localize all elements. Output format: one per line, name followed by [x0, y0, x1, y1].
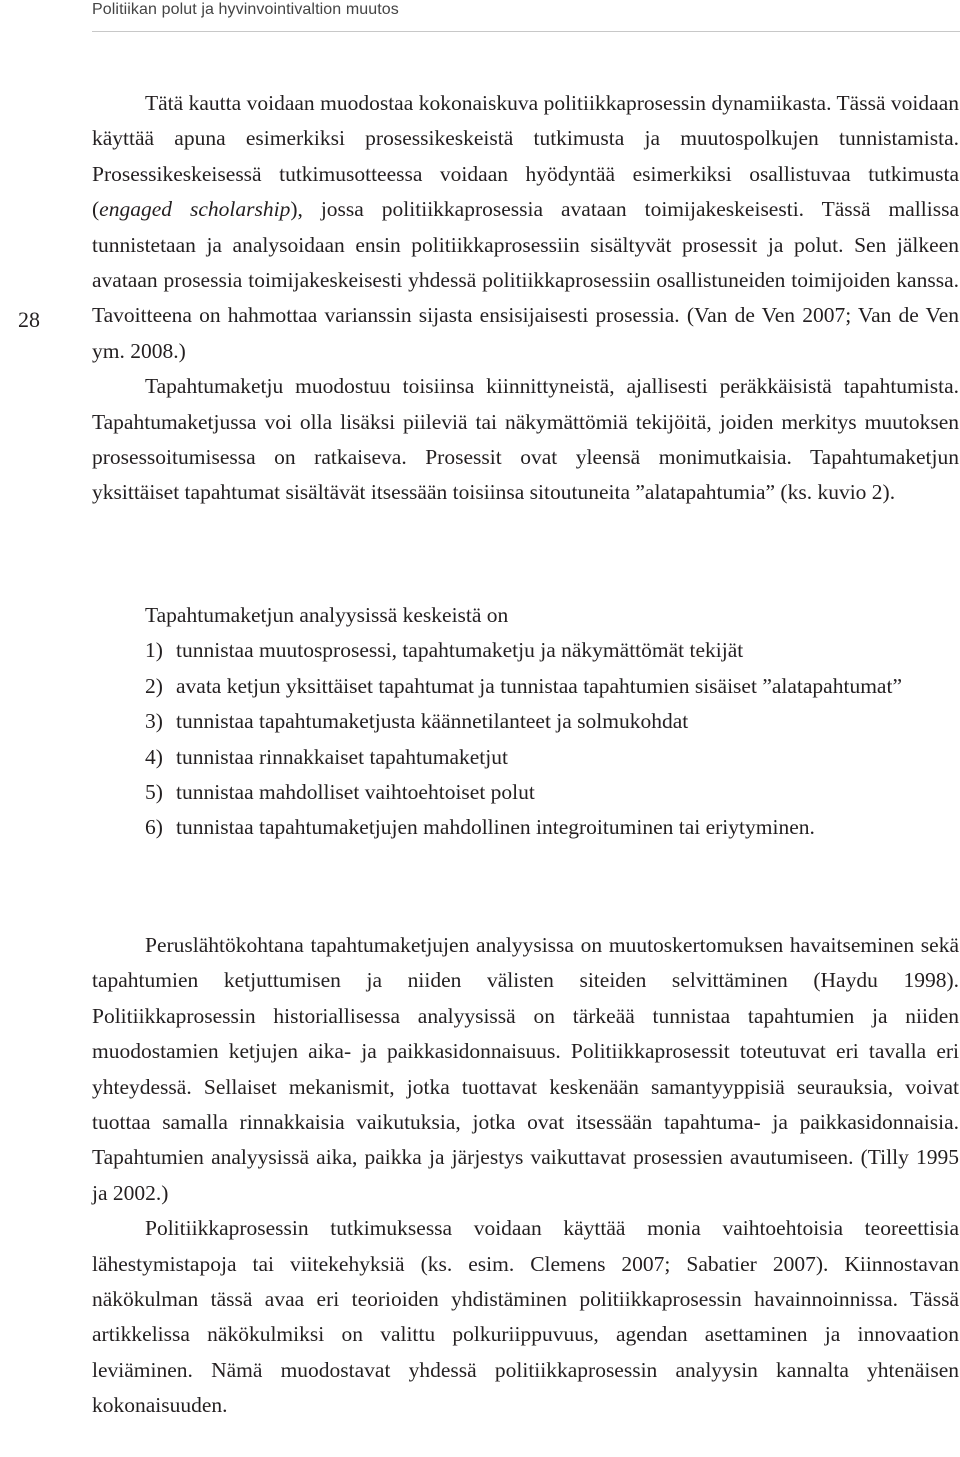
header-rule — [92, 31, 960, 32]
list-item — [92, 740, 959, 775]
list-item-number: 1) — [145, 638, 163, 663]
list-item — [92, 669, 959, 704]
list-item — [92, 775, 959, 810]
list-item-text: tunnistaa muutosprosessi, tapahtumaketju ja näkymättömät tekijät — [176, 638, 744, 663]
enumerated-list-section — [92, 598, 959, 846]
list-item-number: 2) — [145, 673, 163, 698]
list-item-text: avata ketjun yksittäiset tapahtumat ja tunnistaa tapahtumien sisäiset ”alatapahtumat” — [176, 673, 902, 698]
paragraph — [92, 86, 959, 369]
page-number: 28 — [18, 307, 40, 332]
list-intro: Tapahtumaketjun analyysissä keskeistä on — [145, 603, 509, 627]
running-header: Politiikan polut ja hyvinvointivaltion muutos — [92, 1, 399, 18]
paragraph: Politiikkaprosessin tutkimuksessa voidaan käyttää monia vaihtoehtoisia teoreettisia lähestymistapoja tai viitekehyksiä (ks. esim. Clemens 2007; Sabatier 2007). Kiinnostavan näkökulman tässä avaa eri teorioiden yhdistäminen politiikkaprosessin havainnoinnissa. Tässä artikkelissa näkökulmiksi on valittu polkuriippuvuus, agendan asettaminen ja innovaation leviäminen. Nämä muodostavat yhdessä politiikkaprosessin analyysin kannalta yhtenäisen kokonaisuuden. — [92, 1216, 959, 1418]
body-section-2 — [92, 928, 959, 1424]
paragraph: Tapahtumaketju muodostuu toisiinsa kiinnittyneistä, ajallisesti peräkkäisistä tapahtumista. Tapahtumaketjussa voi olla lisäksi piileviä tai näkymättömiä tekijöitä, joiden merkitys muutoksen prosessoitumisessa on ratkaiseva. Prosessit ovat yleensä monimutkaisia. Tapahtumaketjun yksittäiset tapahtumat sisältävät itsessään toisiinsa sitoutuneita ”alatapahtumia” (ks. kuvio 2). — [92, 374, 959, 505]
list-item-text: tunnistaa tapahtumaketjusta käännetilanteet ja solmukohdat — [176, 709, 689, 734]
list-item-number: 3) — [145, 709, 163, 734]
list-item-number: 6) — [145, 815, 163, 840]
paragraph: Peruslähtökohtana tapahtumaketjujen analyysissa on muutoskertomuksen havaitseminen sekä tapahtumien ketjuttumisen ja niiden välisten siteiden selvittäminen (Haydu 1998). Politiikkaprosessin historiallisessa analyysissä on tärkeää tunnistaa tapahtumien ja niiden muodostamien ketjujen aika- ja paikkasidonnaisuus. Politiikkaprosessit toteutuvat eri tavalla eri yhteydessä. Sellaiset mekanismit, jotka tuottavat keskenään samantyyppisiä seurauksia, voivat tuottaa samalla rinnakkaisia vaikutuksia, jotka ovat itsessään tapahtuma- ja paikkasidonnaisia. Tapahtumien analyysissä aika, paikka ja järjestys vaikuttavat prosessien avautumiseen. (Tilly 1995 ja 2002.) — [92, 933, 959, 1205]
list-item-number: 5) — [145, 780, 163, 805]
list-item — [92, 633, 959, 668]
list-item-text: tunnistaa mahdolliset vaihtoehtoiset polut — [176, 780, 535, 805]
body-section-1 — [92, 86, 959, 511]
list-item — [92, 810, 959, 845]
list-item — [92, 704, 959, 739]
enumerated-list — [92, 633, 959, 845]
list-item-text: tunnistaa tapahtumaketjujen mahdollinen integroituminen tai eriytyminen. — [176, 815, 815, 840]
list-item-number: 4) — [145, 744, 163, 769]
paragraph-text: Tätä kautta voidaan muodostaa kokonaiskuva politiikkaprosessin dynamiikasta. Tässä voidaan käyttää apuna esimerkiksi prosessikeskeistä tutkimusta ja muutospolkujen tunnistamista. Prosessikeskeisessä tutkimusotteessa voidaan hyödyntää esimerkiksi osallistuvaa tutkimusta ( — [92, 91, 959, 222]
paragraph-text: ), jossa politiikkaprosessia avataan toimijakeskeisesti. Tässä mallissa tunnistetaan ja analysoidaan ensin politiikkaprosessiin sisältyvät prosessit ja polut. Sen jälkeen avataan prosessia toimijakeskeisesti yhdessä politiikkaprosessiin osallistuneiden toimijoiden kanssa. Tavoitteena on hahmottaa varianssin sijasta ensisijaisesti prosessia. (Van de Ven 2007; Van de Ven ym. 2008.) — [92, 197, 959, 363]
list-item-text: tunnistaa rinnakkaiset tapahtumaketjut — [176, 744, 508, 769]
italic-term: engaged scholarship — [99, 197, 291, 222]
